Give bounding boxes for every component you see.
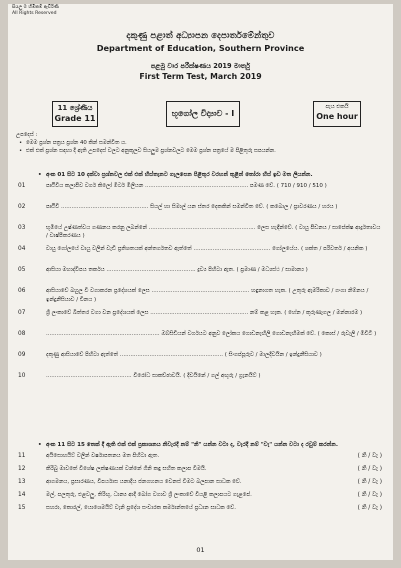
question-number: 07	[18, 309, 26, 316]
time-box	[313, 101, 361, 127]
question-number: 09	[18, 351, 26, 358]
question-number: 14	[18, 492, 26, 498]
page-number: 01	[196, 546, 205, 554]
question	[16, 452, 382, 460]
grade-si: 11 ශ්‍රේණිය	[57, 104, 93, 112]
instruction-item: • මෙම ප්‍රශ්න පත්‍රය ප්‍රශ්න 40 කින් සමන්විත ය.	[16, 139, 386, 147]
question-number: 06	[18, 288, 26, 295]
term-title-en: First Term Test, March 2019	[139, 72, 262, 81]
question-text: පෘථිවි .................................................. සියල් හා සිමාල් යන ස්තර දෙකකින් සමන්විත වේ. ( කබොල / ප්‍රාවරණය / හරය )	[46, 204, 338, 210]
question	[16, 351, 382, 367]
paper-header	[8, 31, 393, 81]
instruction-item: • එක් එක් ප්‍රශ්න සඳහා දී ඇති උපදෙස් වලට අනුකූලව සියලුම ප්‍රශ්නවලට මෙම ප්‍රශ්න පත්‍රයේ ම පිළිතුරු සපයන්න.	[16, 147, 386, 155]
question	[16, 287, 382, 303]
section-instruction: • අංක 11 සිට 15 තෙක් දී ඇති එක් එක් ප්‍රකාශනය නිවැරදි නම් "නි" යන්න වටා ද, වැරදි නම් "වැ" යන්න වටා ද රවුම් කරන්න.	[16, 441, 382, 449]
question-text: අයිසොහයිට් වලින් වර්ෂාපතනය මත පිහිටා ඇත.	[46, 453, 160, 459]
question	[16, 478, 382, 486]
question	[16, 266, 382, 282]
term-title-si: පළමු වාර පරීක්ෂණය 2019 මාර්තු	[150, 62, 251, 70]
grade-en: Grade 11	[54, 114, 96, 123]
question-number: 03	[18, 225, 26, 231]
question-text: ................................................. විරෝධ සාකච්ඡාවයි. ( දිවයිනේ / ගල් අඟුරු / ග්‍රැනයිට් )	[46, 372, 261, 379]
question-number: 01	[18, 183, 26, 189]
question-text: පෘථිවිය කලාපීව වර්ග කිලෝ මීටර් මිලියන ........................................................... පමණ වේ. ( 710 / 910 / 510 )	[46, 183, 327, 189]
subject-label: භූගෝල විද්‍යාව - I	[171, 109, 235, 118]
question-text: මල්, පලතුරු, එළවලු, තිරිඟු, ධාන්‍ය ආදී බෝග වගාව ශ්‍රී ලංකාවේ වියළි කලාපයට ගැළපේ.	[46, 492, 252, 498]
question-number: 12	[18, 466, 26, 472]
question-number: 11	[18, 453, 26, 459]
question-text: ආසියා මහාද්වීපය තර්කය ................................................... ද්‍රව්‍ය පිහිටා ඇත. ( ප්‍රමාණ / මධ්‍යස්ථ / සාමාන්‍ය )	[46, 267, 308, 274]
question-number: 10	[18, 372, 26, 379]
instructions	[16, 131, 386, 155]
question	[16, 182, 382, 198]
question	[16, 372, 382, 388]
question-number: 04	[18, 246, 26, 253]
question-text: ආගමනය, ප්‍රසාරණය, විපර්යාස යනාදිය ජනගහනය වෙනස් වීමට බලපාන සාධක වේ.	[46, 479, 242, 485]
question	[16, 203, 382, 219]
question-text: ................................................................. ඔබ්සිඩියන් වර්ගයට අනුව ලෝකය ගොඩනැඟිලි ගොඩනැඟීමක් වේ. ( කොස් / රුවැලි / මීවිටි )	[46, 330, 377, 337]
section-fill-blanks	[16, 171, 382, 393]
question	[16, 224, 382, 240]
question	[16, 465, 382, 473]
time-en: One hour	[316, 112, 358, 121]
question	[16, 309, 382, 325]
question-text: වායු ගෝලයේ වායු වලින් වැඩි ප්‍රතිශතයක් අන්තර්ගතව ඇත්තේ ............................................ ගෝලයේය. ( ශක්ත / පරිවර්ත / අයනික )	[46, 246, 368, 253]
section-true-false	[16, 441, 382, 517]
question-number: 08	[18, 330, 26, 337]
question-text: භූමියේ උෂ්ණත්වය ගණනය කරනු ලබන්නේ ............................................................. ලෙස හැඳින්වේ. ( වායු පීඩනය / සාපේක්ෂ ආර්ද්‍රතාවය / වාෂ්පීකරණය )	[46, 225, 381, 240]
question	[16, 330, 382, 346]
true-false-choice[interactable]: ( නි / වැ )	[357, 466, 382, 472]
subject-box	[166, 101, 240, 127]
department-title-si: දකුණු පළාත් අධ්‍යාපන දෙපාර්තමේන්තුව	[126, 31, 275, 41]
question-text: ශ්‍රී ලංකාවේ බිත්තර වගා වන ප්‍රදේශයක් ලෙස ........................................................ නම් කළ හැක. ( හේන / කුරුණෑගල / මන්නාරම )	[46, 309, 363, 316]
instructions-title: උපදෙස් :	[16, 132, 38, 138]
question	[16, 245, 382, 261]
true-false-choice[interactable]: ( නි / වැ )	[357, 453, 382, 459]
exam-paper	[8, 4, 393, 560]
question	[16, 504, 382, 512]
question-text: ආසියාවේ බහුල වී වගාකරන ප්‍රදේශයක් ලෙස ........................................................ හඳුනාගත හැක. ( උතුරු ඇමරිකාව / ගංගා නිම්නය / ඉන්දුනීසියාව / චීනය )	[46, 288, 369, 303]
rights-notice	[12, 5, 59, 17]
time-si: පැය එකයි	[325, 104, 349, 110]
true-false-choice[interactable]: ( නි / වැ )	[357, 505, 382, 511]
question-text: දකුණු ආසියාවේ පිහිටා ඇත්තේ ........................................................... ( සිංගප්පූරුව / මාලදිවයින / ඉන්දුනීසියාව )	[46, 351, 322, 358]
grade-box	[52, 101, 98, 127]
question	[16, 491, 382, 499]
question-number: 02	[18, 204, 26, 210]
true-false-choice[interactable]: ( නි / වැ )	[357, 492, 382, 498]
rights-line-si: සියලු ම හිමිකම් ඇවිරිණි	[12, 5, 59, 10]
question-number: 15	[18, 505, 26, 511]
rights-line-en: All Rights Reserved	[12, 11, 57, 16]
question-text: කිරිබු මාවතේ විශේෂ ලක්ෂණයක් වන්නේ ගිනි කඳු සහිත කලාප වීමයි.	[46, 466, 207, 472]
question-number: 13	[18, 479, 26, 485]
question-number: 05	[18, 267, 26, 274]
department-title-en: Department of Education, Southern Province	[96, 43, 305, 53]
true-false-choice[interactable]: ( නි / වැ )	[357, 479, 382, 485]
section-instruction: • අංක 01 සිට 10 දක්වා ප්‍රශ්නවල එක් එක් හිස්තැනට ගැලපෙන පිළිතුර වරහන් තුළින් තෝරා හිස් ඉඩ මත ලියන්න.	[16, 171, 382, 179]
question-text: සහරා, කොරල්, යොශෙමයිට් වැනි ප්‍රදේශ සංචාරක කර්මාන්තයේ ප්‍රධාන සාධක වේ.	[46, 505, 236, 511]
